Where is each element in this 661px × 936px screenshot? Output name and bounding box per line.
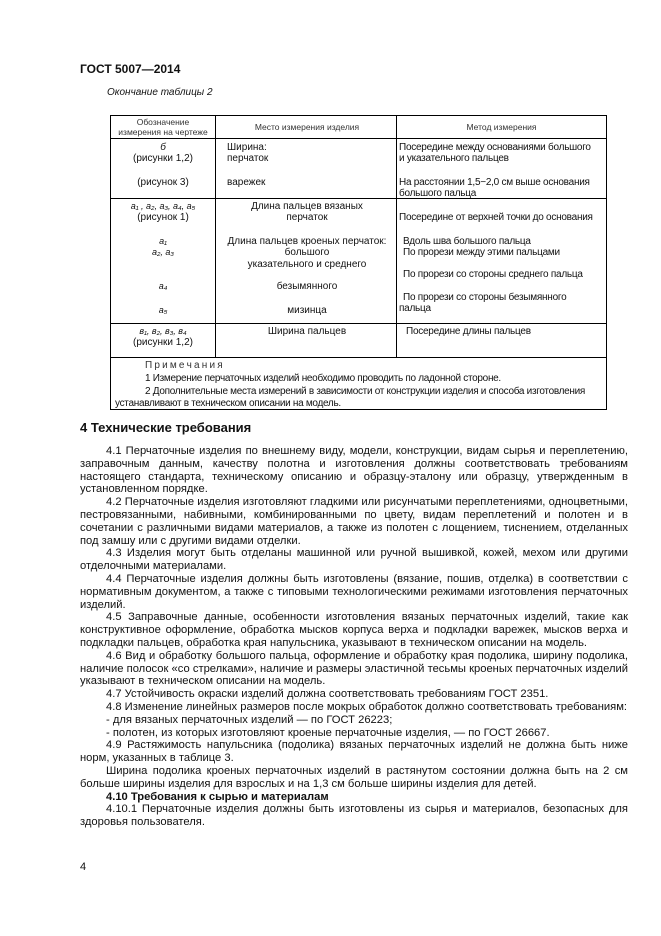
cell-text: (рисунки 1,2) bbox=[133, 153, 193, 164]
cell-text: На расстоянии 1,5−2,0 см выше основания bbox=[399, 177, 590, 188]
paragraph: 4.2 Перчаточные изделия изготовляют гладкими или рисунчатыми переплетениями, одноцветными, пестровязанными, набивными, комбинированными по цвету, видам переплетений и полотен и в сочетании с различными видами материалов, а также из полотен с лощением, тиснением, отделанных под замшу или с другими видами отделки. bbox=[80, 496, 628, 547]
cell-text: и указательного пальцев bbox=[399, 153, 509, 164]
paragraph: 4.4 Перчаточные изделия должны быть изготовлены (вязание, пошив, отделка) в соответствии с нормативным документом, а также с типовыми технологическими режимами изготовления перчаточных изделий. bbox=[80, 572, 628, 611]
cell-text: a₂, a₃ bbox=[151, 247, 174, 257]
list-item: - полотен, из которых изготовляют кроеные перчаточные изделия, — по ГОСТ 26667. bbox=[106, 726, 550, 739]
cell-text: Ширина: bbox=[227, 142, 267, 153]
note-2-cont: устанавливают в техническом описании на модель. bbox=[115, 398, 341, 409]
cell-text: Длина пальцев вязаных bbox=[251, 201, 363, 212]
document-code: ГОСТ 5007—2014 bbox=[80, 62, 181, 76]
cell-text: a₄ bbox=[158, 281, 168, 291]
header-designation: Обозначение измерения на чертеже bbox=[118, 117, 208, 137]
row-divider bbox=[111, 323, 606, 324]
header-method: Метод измерения bbox=[466, 122, 537, 132]
col-divider bbox=[215, 116, 216, 357]
cell-text: a₁ bbox=[159, 236, 167, 246]
cell-text: (рисунок 1) bbox=[137, 212, 189, 223]
cell-text: большого bbox=[284, 247, 330, 258]
paragraph: 4.8 Изменение линейных размеров после мокрых обработок должно соответствовать требованиям: bbox=[106, 700, 628, 713]
paragraph: 4.9 Растяжимость напульсника (подолика) вязаных перчаточных изделий не должна быть ниже норм, указанных в таблице 3. bbox=[80, 739, 628, 765]
row-divider bbox=[111, 138, 606, 139]
section-body bbox=[80, 445, 628, 857]
cell-text: безымянного bbox=[276, 281, 338, 292]
paragraph: 4.1 Перчаточные изделия по внешнему виду, модели, конструкции, видам сырья и переплетению, заправочным данным, качеству полотна и изготовления должны соответствовать требованиям настоящего стандарта, техническому описанию и образцу-эталону или образцу, утвержденным в установленном порядке. bbox=[80, 445, 628, 496]
cell-text: б bbox=[160, 142, 166, 153]
cell-text: По прорези со стороны среднего пальца bbox=[403, 269, 583, 280]
page-number: 4 bbox=[80, 861, 87, 873]
cell-text: Ширина пальцев bbox=[267, 326, 347, 337]
paragraph: 4.10.1 Перчаточные изделия должны быть изготовлены из сырья и материалов, безопасных для здоровья пользователя. bbox=[80, 803, 628, 829]
subsection-title: 4.10 Требования к сырью и материалам bbox=[106, 790, 329, 803]
notes-heading: П р и м е ч а н и я bbox=[145, 360, 223, 371]
row-divider bbox=[111, 357, 606, 358]
measurements-table bbox=[110, 115, 607, 410]
cell-text: варежек bbox=[227, 177, 266, 188]
cell-text: Посередине между основаниями большого bbox=[399, 142, 591, 153]
cell-text: (рисунки 1,2) bbox=[133, 337, 193, 348]
cell-text: Длина пальцев кроеных перчаток: bbox=[227, 236, 387, 247]
paragraph: 4.7 Устойчивость окраски изделий должна соответствовать требованиям ГОСТ 2351. bbox=[106, 688, 549, 701]
header-location: Место измерения изделия bbox=[254, 122, 360, 132]
cell-text: указательного и среднего bbox=[247, 259, 367, 270]
paragraph: 4.3 Изделия могут быть отделаны машинной или ручной вышивкой, кожей, мехом или другими отделочными материалами. bbox=[80, 547, 628, 573]
cell-text: в₁, в₂, в₃, в₄ bbox=[139, 326, 187, 336]
cell-text: (рисунок 3) bbox=[137, 177, 189, 188]
note-2: 2 Дополнительные места измерений в зависимости от конструкции изделия и способа изготовления bbox=[145, 386, 586, 397]
table-caption: Окончание таблицы 2 bbox=[107, 87, 213, 98]
cell-text: Посередине от верхней точки до основания bbox=[399, 212, 593, 223]
cell-text: По прорези между этими пальцами bbox=[403, 247, 560, 258]
cell-text: a₁ , a₂, a₃, a₄, a₅ bbox=[130, 201, 196, 211]
paragraph: 4.6 Вид и обработку большого пальца, оформление и обработку края подолика, ширину подолика, наличие полосок «со стрелками», наличие и размеры эластичной тесьмы кроеных перчаточных изделий указывают в техническом описании на модель. bbox=[80, 649, 628, 688]
cell-text: Посередине длины пальцев bbox=[406, 326, 531, 337]
section-flow bbox=[80, 445, 628, 874]
cell-text: мизинца bbox=[287, 305, 327, 316]
section-title: 4 Технические требования bbox=[80, 420, 252, 435]
cell-text: пальца bbox=[399, 303, 431, 314]
note-1: 1 Измерение перчаточных изделий необходимо проводить по ладонной стороне. bbox=[145, 373, 501, 384]
list-item: - для вязаных перчаточных изделий — по ГОСТ 26223; bbox=[106, 713, 393, 726]
cell-text: перчаток bbox=[227, 153, 269, 164]
cell-text: Вдоль шва большого пальца bbox=[403, 236, 531, 247]
cell-text: перчаток bbox=[286, 212, 328, 223]
cell-text: a₅ bbox=[158, 305, 168, 315]
paragraph: Ширина подолика кроеных перчаточных изделий в растянутом состоянии должна быть на 2 см больше ширины изделия для взрослых и на 1,3 см больше ширины изделия для детей. bbox=[80, 764, 628, 790]
cell-text: По прорези со стороны безымянного bbox=[403, 292, 567, 303]
cell-text: большого пальца bbox=[399, 188, 477, 199]
paragraph: 4.5 Заправочные данные, особенности изготовления вязаных перчаточных изделий, такие как конструктивное оформление, обработка мысков корпуса верха и подкладки варежек, мысков верха и подкладки пальцев, обработка края напульсника, указывают в техническом описании на модель. bbox=[80, 611, 628, 649]
